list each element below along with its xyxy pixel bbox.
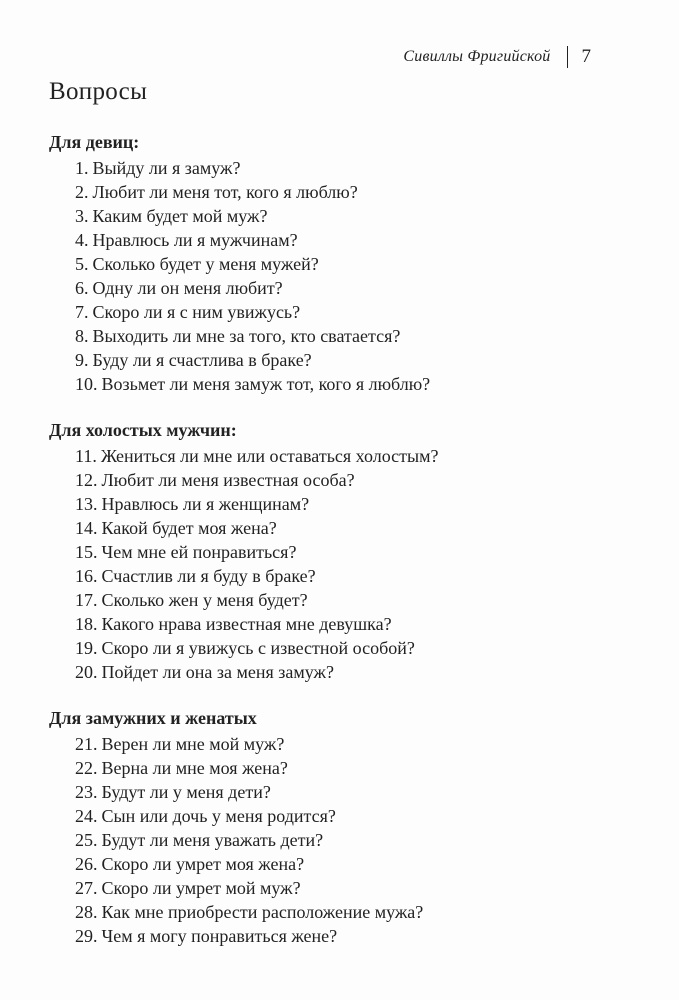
question-text: Сын или дочь у меня родится? — [101, 806, 336, 826]
running-title: Сивиллы Фригийской — [403, 48, 551, 65]
question-text: Как мне приобрести расположение мужа? — [101, 902, 424, 922]
question-item — [75, 636, 629, 660]
question-item — [75, 612, 629, 636]
question-item — [75, 324, 629, 348]
question-item — [75, 852, 629, 876]
question-text: Нравлюсь ли я женщинам? — [101, 494, 310, 514]
question-text: Верна ли мне моя жена? — [101, 758, 288, 778]
page-number: 7 — [581, 46, 591, 67]
section-title: Для холостых мужчин: — [49, 420, 237, 440]
question-number: 12. — [75, 470, 98, 490]
question-section — [49, 706, 629, 948]
question-text: Одну ли он меня любит? — [92, 278, 283, 298]
question-number: 10. — [75, 374, 98, 394]
question-number: 13. — [75, 494, 98, 514]
question-item — [75, 252, 629, 276]
question-text: Какой будет моя жена? — [101, 518, 277, 538]
question-number: 20. — [75, 662, 98, 682]
question-item — [75, 204, 629, 228]
question-text: Каким будет мой муж? — [92, 206, 268, 226]
header-divider — [567, 46, 568, 68]
question-item — [75, 804, 629, 828]
question-list — [49, 156, 629, 396]
section-title: Для замужних и женатых — [49, 708, 257, 728]
question-item — [75, 828, 629, 852]
section-title: Для девиц: — [49, 132, 140, 152]
question-item — [75, 444, 629, 468]
question-text: Скоро ли я увижусь с известной особой? — [101, 638, 415, 658]
question-text: Верен ли мне мой муж? — [101, 734, 285, 754]
question-item — [75, 540, 629, 564]
question-list — [49, 444, 629, 684]
question-number: 1. — [75, 158, 89, 178]
question-text: Сколько будет у меня мужей? — [92, 254, 319, 274]
question-item — [75, 516, 629, 540]
question-text: Счастлив ли я буду в браке? — [101, 566, 316, 586]
question-number: 4. — [75, 230, 89, 250]
question-list — [49, 732, 629, 948]
question-number: 25. — [75, 830, 98, 850]
question-text: Скоро ли я с ним увижусь? — [92, 302, 301, 322]
question-section — [49, 130, 629, 396]
question-number: 7. — [75, 302, 89, 322]
question-text: Скоро ли умрет моя жена? — [101, 854, 305, 874]
question-item — [75, 348, 629, 372]
question-number: 22. — [75, 758, 98, 778]
question-text: Чем мне ей понравиться? — [101, 542, 297, 562]
question-number: 15. — [75, 542, 98, 562]
question-text: Будут ли у меня дети? — [101, 782, 271, 802]
question-number: 26. — [75, 854, 98, 874]
question-item — [75, 156, 629, 180]
page-heading: Вопросы — [49, 78, 148, 105]
question-item — [75, 372, 629, 396]
running-header — [403, 46, 591, 68]
question-text: Выйду ли я замуж? — [92, 158, 241, 178]
question-item — [75, 732, 629, 756]
question-number: 5. — [75, 254, 89, 274]
question-number: 19. — [75, 638, 98, 658]
question-text: Выходить ли мне за того, кто сватается? — [92, 326, 401, 346]
question-number: 8. — [75, 326, 89, 346]
question-number: 11. — [75, 446, 97, 466]
question-text: Нравлюсь ли я мужчинам? — [92, 230, 298, 250]
question-item — [75, 492, 629, 516]
question-number: 6. — [75, 278, 89, 298]
question-item — [75, 900, 629, 924]
question-item — [75, 180, 629, 204]
question-item — [75, 780, 629, 804]
question-text: Любит ли меня тот, кого я люблю? — [92, 182, 358, 202]
question-number: 3. — [75, 206, 89, 226]
question-number: 29. — [75, 926, 98, 946]
question-text: Пойдет ли она за меня замуж? — [101, 662, 334, 682]
question-item — [75, 588, 629, 612]
question-text: Какого нрава известная мне девушка? — [101, 614, 392, 634]
question-section — [49, 418, 629, 684]
question-item — [75, 228, 629, 252]
question-item — [75, 564, 629, 588]
question-text: Возьмет ли меня замуж тот, кого я люблю? — [101, 374, 431, 394]
question-text: Жениться ли мне или оставаться холостым? — [100, 446, 439, 466]
question-text: Буду ли я счастлива в браке? — [92, 350, 312, 370]
question-number: 21. — [75, 734, 98, 754]
question-number: 23. — [75, 782, 98, 802]
question-item — [75, 924, 629, 948]
question-text: Скоро ли умрет мой муж? — [101, 878, 301, 898]
question-item — [75, 300, 629, 324]
question-text: Будут ли меня уважать дети? — [101, 830, 324, 850]
question-number: 16. — [75, 566, 98, 586]
question-number: 2. — [75, 182, 89, 202]
question-number: 9. — [75, 350, 89, 370]
question-number: 24. — [75, 806, 98, 826]
question-number: 14. — [75, 518, 98, 538]
question-number: 28. — [75, 902, 98, 922]
question-number: 17. — [75, 590, 98, 610]
question-text: Сколько жен у меня будет? — [101, 590, 308, 610]
question-item — [75, 276, 629, 300]
question-text: Любит ли меня известная особа? — [101, 470, 355, 490]
questions-content — [49, 130, 629, 970]
question-item — [75, 660, 629, 684]
question-item — [75, 468, 629, 492]
question-item — [75, 876, 629, 900]
question-text: Чем я могу понравиться жене? — [101, 926, 338, 946]
question-item — [75, 756, 629, 780]
question-number: 18. — [75, 614, 98, 634]
question-number: 27. — [75, 878, 98, 898]
